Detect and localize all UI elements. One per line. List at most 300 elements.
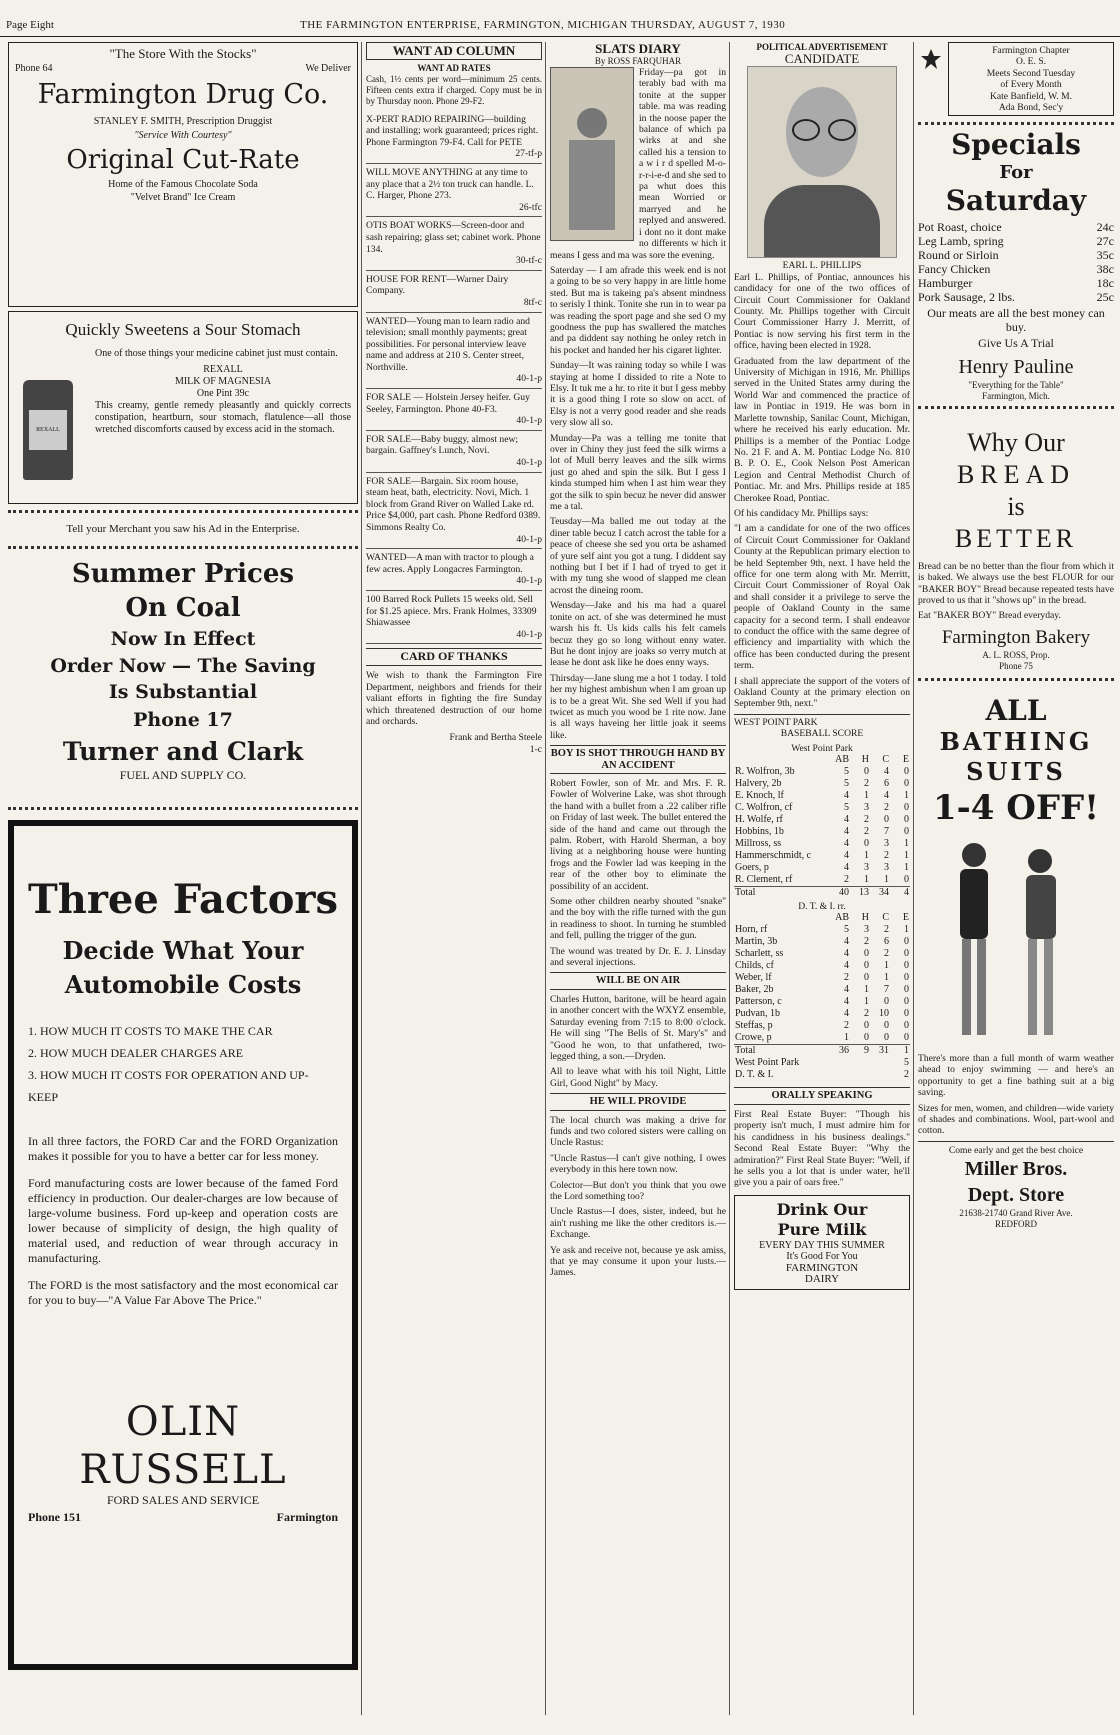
want-ad-item bbox=[366, 591, 542, 644]
player-stat: 0 bbox=[904, 874, 909, 886]
dairy-l3: EVERY DAY THIS SUMMER bbox=[759, 1239, 885, 1251]
want-ad-tag: 40-1-p bbox=[516, 457, 542, 469]
score-col-header: H bbox=[861, 912, 869, 924]
coal-l4: Order Now — The Saving bbox=[50, 655, 316, 678]
player-stat: 0 bbox=[904, 984, 909, 996]
player-stat: 0 bbox=[904, 1008, 909, 1020]
player-stat: 4 bbox=[844, 960, 849, 972]
suits-h1: ALL bbox=[985, 693, 1047, 727]
slats-byline: By ROSS FARQUHAR bbox=[594, 56, 682, 66]
score-row bbox=[734, 996, 910, 1008]
player-stat: 4 bbox=[844, 936, 849, 948]
slats-p5: Teusday—Ma balled me out today at the diner table becuz I catch acrost the table for a peace of cheese she sed you orta be ashamed of yure self aint you got a tung. I diddent say nothing but I bet if I had of tryed to get it with my tung she wood of slapped me clean acrost the dineing room. bbox=[550, 516, 726, 596]
column-rule bbox=[361, 42, 362, 1715]
player-stat: 7 bbox=[884, 984, 889, 996]
tell-merchant: Tell your Merchant you saw his Ad in the Enterprise. bbox=[8, 510, 358, 549]
player-stat: 1 bbox=[884, 874, 889, 886]
specials-ad bbox=[918, 122, 1114, 408]
slats-p2: Saterday — I am afrade this week end is not a going to be so very happy in are little home sted. But ma is takeing pa's absent mindness to serisly I think. Tonite she run in to wear pa was reading the sport page and she sed O my goodness the pup has swallered the matches and pa diddent say nothing he onley retch in his pocket and handed her his cigaret lighter. bbox=[550, 264, 726, 356]
drug-motto: "Service With Courtesy" bbox=[134, 129, 232, 141]
coal-l7: Turner and Clark bbox=[62, 737, 304, 767]
player-stat: 4 bbox=[844, 1008, 849, 1020]
bread-ad bbox=[918, 409, 1114, 681]
candidate-head: CANDIDATE bbox=[784, 51, 860, 66]
score-col-header: E bbox=[902, 754, 909, 766]
score-final-row bbox=[734, 1057, 910, 1069]
provide-text-2: "Uncle Rastus—I can't give nothing, I owes everybody in this here town now. bbox=[550, 1152, 726, 1176]
player-stat: 0 bbox=[884, 996, 889, 1008]
ford-town: Farmington bbox=[276, 1510, 338, 1525]
want-ad-tag: 40-1-p bbox=[516, 415, 542, 427]
want-ad-item bbox=[366, 271, 542, 313]
player-stat: 4 bbox=[844, 984, 849, 996]
baseball-h2: BASEBALL SCORE bbox=[780, 728, 864, 740]
score-total: 36 bbox=[830, 1045, 850, 1058]
player-stat: 0 bbox=[884, 814, 889, 826]
bread-h2: BREAD bbox=[956, 459, 1076, 489]
want-ad-tag: 40-1-p bbox=[516, 628, 542, 640]
player-stat: 0 bbox=[904, 1032, 909, 1044]
price-item: Pot Roast, choice bbox=[918, 220, 1002, 235]
drug-home: Home of the Famous Chocolate Soda bbox=[108, 178, 258, 190]
oes-l6: Ada Bond, Sec'y bbox=[998, 102, 1064, 114]
ford-phone: Phone 151 bbox=[28, 1510, 82, 1525]
baseball-score bbox=[734, 714, 910, 1082]
suits-p3: Come early and get the best choice bbox=[918, 1141, 1114, 1156]
magnesia-size: One Pint 39c bbox=[196, 388, 250, 399]
coal-ad bbox=[8, 557, 358, 810]
baseball-h1: WEST POINT PARK bbox=[734, 716, 818, 728]
slats-column bbox=[550, 42, 726, 1732]
masthead-title: THE FARMINGTON ENTERPRISE, FARMINGTON, MICHIGAN THURSDAY, AUGUST 7, 1930 bbox=[300, 19, 786, 31]
want-ad-item bbox=[366, 217, 542, 270]
slats-p1: Friday—pa got in terably bad with ma tonite at the supper table. ma was reading in the noose paper the balance of which pa wirks at and she called his a tension to a w i r d spelled M-o-r-r-i-e-d and she sed to pa whut does this mean Worried or marryed and he replyed and answered. i dont no it dont make no differents w hich it means I gess and ma was sore the evening. bbox=[550, 67, 726, 261]
want-ad-text: FOR SALE — Holstein Jersey heifer. Guy Seeley, Farmington. Phone 40-F3. bbox=[366, 392, 530, 415]
dairy-l1: Drink Our bbox=[776, 1199, 868, 1219]
want-ad-text: WILL MOVE ANYTHING at any time to any place that a 2½ ton truck can handle. L. C. Harger, Phone 273. bbox=[366, 166, 534, 202]
score-row bbox=[734, 838, 910, 850]
bread-h4: BETTER bbox=[954, 523, 1078, 553]
want-ads-list bbox=[366, 111, 542, 645]
player-stat: 2 bbox=[864, 1008, 869, 1020]
coal-l8: FUEL AND SUPPLY CO. bbox=[119, 768, 247, 783]
want-ad-text: OTIS BOAT WORKS—Screen-door and sash repairing; glass set; cabinet work. Phone 134. bbox=[366, 220, 541, 255]
price-list bbox=[918, 220, 1114, 304]
want-ad-column bbox=[366, 42, 542, 1732]
price-row bbox=[918, 234, 1114, 248]
price-row bbox=[918, 220, 1114, 234]
score-row bbox=[734, 814, 910, 826]
coal-l3: Now In Effect bbox=[110, 628, 256, 651]
provide-text-3: Colector—But don't you think that you owe the Lord something too? bbox=[550, 1179, 726, 1202]
score-total-row bbox=[734, 887, 910, 900]
score-row bbox=[734, 802, 910, 814]
player-stat: 2 bbox=[884, 948, 889, 960]
player-stat: 2 bbox=[884, 924, 889, 936]
phillips-p1: Earl L. Phillips, of Pontiac, announces his candidacy for one of the two offices of Circuit Court Commissioner for Oakland County. Mr. Phillips together with Circuit Court Commissioner Harry J. Merritt, of Pontiac is now serving his first term in the office, having been elected in 1928. bbox=[734, 271, 910, 352]
player-stat: 2 bbox=[864, 826, 869, 838]
score-table-1 bbox=[734, 754, 910, 899]
player-stat: 0 bbox=[904, 802, 909, 814]
provide-text: The local church was making a drive for funds and two colored sisters were calling on Uncle Rastus: bbox=[550, 1114, 726, 1149]
drug-store-ad bbox=[8, 42, 358, 307]
score-row bbox=[734, 874, 910, 887]
bread-p1: Bread can be no better than the flour from which it is baked. We always use the best FLOUR for our "BAKER BOY" Bread because repeated tests have proved to us that it "shows up" in the bread. bbox=[918, 560, 1114, 607]
player-stat: 0 bbox=[904, 936, 909, 948]
price-value: 18c bbox=[1096, 276, 1114, 291]
air-text: Charles Hutton, baritone, will be heard again in another concert with the WXYZ ensemble, Saturday evening from 7:15 to 8:00 o'clock. He will sing "The Bells of St. Mary's" and "Good he won, to that unfathered, two-legged thing, a son.—Dryden. bbox=[550, 993, 726, 1062]
star-emblem-icon bbox=[920, 48, 942, 70]
player-name: Patterson, c bbox=[735, 996, 782, 1008]
player-stat: 4 bbox=[844, 838, 849, 850]
specials-motto: "Everything for the Table" bbox=[968, 379, 1064, 390]
player-stat: 0 bbox=[904, 948, 909, 960]
oral-text: First Real Estate Buyer: "Though his property isn't much, I must admire him for his candidness in his business dealings." Second Real Estate Buyer: "Why the admiration?" First Real State Buyer: "Well, if he sells you a lot that is under water, he'll give you a pair of oars free." bbox=[734, 1108, 910, 1189]
provide-head: HE WILL PROVIDE bbox=[550, 1093, 726, 1110]
specials-trial: Give Us A Trial bbox=[978, 336, 1054, 351]
phillips-p4: "I am a candidate for one of the two offices of Circuit Court Commissioner for Oakland County at the Republican primary election to be held September 9th, next. I have held the office for one term along with Mr. Merritt, Circuit Court Commissioner of Royal Oak and shall consider it a privilege to serve the people of Oakland County in the same capacity for a second term. I shall endeavor to conduct the office with the same degree of efficiency and impartiality with which the office has been conducted during the present term. bbox=[734, 523, 910, 672]
page-number: Page Eight bbox=[6, 19, 54, 31]
player-stat: 2 bbox=[864, 936, 869, 948]
column-rule bbox=[545, 42, 546, 1715]
player-stat: 0 bbox=[864, 766, 869, 778]
player-stat: 7 bbox=[884, 826, 889, 838]
player-name: Horn, rf bbox=[735, 924, 768, 936]
player-stat: 2 bbox=[844, 874, 849, 886]
political-adv: POLITICAL ADVERTISEMENT bbox=[756, 42, 888, 52]
want-ad-tag: 40-1-p bbox=[516, 575, 542, 587]
score-row bbox=[734, 972, 910, 984]
phillips-p5: I shall appreciate the support of the voters of Oakland County at the primary election on September 9th, next." bbox=[734, 675, 910, 710]
ford-h3: Automobile Costs bbox=[64, 970, 302, 1000]
price-row bbox=[918, 290, 1114, 304]
player-stat: 0 bbox=[864, 948, 869, 960]
provide-text-4: Uncle Rastus—I does, sister, indeed, but he ain't rushing me like the other creditors is.—Exchange. bbox=[550, 1206, 726, 1241]
player-stat: 2 bbox=[884, 802, 889, 814]
player-name: E. Knoch, lf bbox=[735, 790, 784, 802]
drug-phone: Phone 64 bbox=[15, 63, 53, 75]
player-name: Pudvan, 1b bbox=[735, 1008, 780, 1020]
bread-name: Farmington Bakery bbox=[941, 626, 1091, 648]
player-name: Halvery, 2b bbox=[735, 778, 782, 790]
player-name: Millross, ss bbox=[735, 838, 782, 850]
masthead bbox=[0, 16, 1120, 37]
score-final bbox=[734, 1057, 910, 1081]
player-stat: 4 bbox=[844, 814, 849, 826]
column-rule bbox=[729, 42, 730, 1715]
player-name: Goers, p bbox=[735, 862, 769, 874]
player-stat: 1 bbox=[904, 838, 909, 850]
coal-l5: Is Substantial bbox=[108, 681, 258, 704]
player-stat: 2 bbox=[864, 814, 869, 826]
slats-p6: Wensday—Jake and his ma had a quarel tonite on act. of she was determined he must warsh his ft. Us kids calls his felt camels becuz they go so long without enny water. But he dont injoy are joaks so verry mutch at lease he dont ask like he does enny ways. bbox=[550, 600, 726, 669]
player-stat: 6 bbox=[884, 936, 889, 948]
score-row bbox=[734, 1032, 910, 1045]
air-text-2: All to leave what with his toil Night, Little Girl, Good Night" by Macy. bbox=[550, 1066, 726, 1089]
oes-l4: of Every Month bbox=[1000, 79, 1062, 91]
player-stat: 2 bbox=[844, 1020, 849, 1032]
want-ad-item bbox=[366, 164, 542, 217]
final-score: 2 bbox=[904, 1069, 909, 1081]
score-row bbox=[734, 1020, 910, 1032]
score-col-header: AB bbox=[835, 754, 849, 766]
suits-store-2: Dept. Store bbox=[967, 1184, 1065, 1207]
player-stat: 0 bbox=[864, 838, 869, 850]
suits-p1: There's more than a full month of warm weather ahead to enjoy swimming — and here's an opportunity to get a fine bathing suit at a big saving. bbox=[918, 1052, 1114, 1099]
player-stat: 1 bbox=[864, 984, 869, 996]
player-name: Weber, lf bbox=[735, 972, 772, 984]
suits-addr: 21638-21740 Grand River Ave. bbox=[959, 1208, 1073, 1219]
price-row bbox=[918, 262, 1114, 276]
score-total: Total bbox=[734, 887, 830, 900]
score-row bbox=[734, 862, 910, 874]
player-stat: 6 bbox=[884, 778, 889, 790]
slats-p3: Sunday—It was raining today so while I was staying at home I dissided to rite a Note to Elsy. It tuk me a hr. to rite it but I gess mebby it is a good thing I rote so slow on acct. of Elsy is not a verry good reader and she reads very slow all so. bbox=[550, 360, 726, 429]
player-stat: 0 bbox=[904, 996, 909, 1008]
player-stat: 4 bbox=[844, 826, 849, 838]
baseball-team2: D. T. & I. rr. bbox=[798, 901, 846, 913]
milk-magnesia-ad bbox=[8, 311, 358, 504]
slats-title: SLATS DIARY bbox=[595, 42, 681, 56]
player-name: Martin, 3b bbox=[735, 936, 778, 948]
right-column bbox=[918, 42, 1114, 1732]
boy-text-2: Some other children nearby shouted "snake" and the boy with the rifle turned with the gun in readiness to shoot. In turning he stumbled and fell, pulling the trigger of the gun. bbox=[550, 896, 726, 942]
drug-slogan: "The Store With the Stocks" bbox=[109, 46, 257, 61]
ford-dealer: OLIN RUSSELL bbox=[79, 1399, 287, 1494]
score-total: 40 bbox=[830, 887, 850, 900]
player-stat: 0 bbox=[904, 814, 909, 826]
final-score: 5 bbox=[904, 1057, 909, 1069]
phillips-p2: Graduated from the law department of the University of Michigan in 1916, Mr. Phillips served in the United States army during the World War and commenced the practice of law in Pontiac in 1919. He was born in Marlette township, Sanilac Count, Michigan, where he received his early education. Mr. Phillips is a member of the Pontiac Lodge No. 21 F. and A. M. Pontiac Lodge No. 810 B. P. O. E., Cook Nelson Post American Legion and Central Methodist Church of Pontiac. Mr. and Mrs. Phillips reside at 185 Cherokee Road, Pontiac. bbox=[734, 355, 910, 504]
bathers-illustration bbox=[918, 833, 1114, 1049]
want-ad-item bbox=[366, 389, 542, 431]
score-row bbox=[734, 826, 910, 838]
score-total: 1 bbox=[890, 1045, 910, 1058]
suits-h2: BATHING bbox=[939, 726, 1093, 756]
price-row bbox=[918, 276, 1114, 290]
player-stat: 1 bbox=[904, 924, 909, 936]
bottle-label: REXALL bbox=[29, 410, 67, 450]
player-name: C. Wolfron, cf bbox=[735, 802, 793, 814]
ford-item-1: 1. HOW MUCH IT COSTS TO MAKE THE CAR bbox=[28, 1024, 273, 1039]
bread-owner: A. L. ROSS, Prop. bbox=[982, 649, 1050, 660]
suits-p2: Sizes for men, women, and children—wide variety of shades and combinations. Wool, part-wool and cotton. bbox=[918, 1102, 1114, 1137]
ford-p1: In all three factors, the FORD Car and the FORD Organization makes it possible for you to have a better car for less money. bbox=[28, 1134, 338, 1164]
player-name: Scharlett, ss bbox=[735, 948, 784, 960]
score-row bbox=[734, 936, 910, 948]
player-stat: 1 bbox=[884, 960, 889, 972]
player-stat: 1 bbox=[864, 850, 869, 862]
score-row bbox=[734, 924, 910, 936]
player-stat: 1 bbox=[904, 790, 909, 802]
score-row bbox=[734, 790, 910, 802]
candidate-portrait bbox=[747, 66, 897, 258]
ford-p2: Ford manufacturing costs are lower because of the famed Ford efficiency in production. Our dealer-charges are low because of large-volume business. Ford up-keep and operation costs are lower because of simplicity of design, the high quality of material used, and reduction of wear through accuracy in manufacturing. bbox=[28, 1176, 338, 1266]
player-stat: 1 bbox=[904, 862, 909, 874]
score-table-2 bbox=[734, 912, 910, 1057]
price-item: Pork Sausage, 2 lbs. bbox=[918, 290, 1015, 305]
want-ad-item bbox=[366, 313, 542, 390]
want-ad-text: FOR SALE—Baby buggy, almost new; bargain. Gaffney's Lunch, Novi. bbox=[366, 433, 519, 457]
drug-name: Farmington Drug Co. bbox=[37, 79, 329, 111]
oes-l2: O. E. S. bbox=[1015, 56, 1047, 68]
player-stat: 5 bbox=[844, 924, 849, 936]
want-ad-text: WANTED—Young man to learn radio and television; small monthly payments; great possibilities. For personal interview leave name and address at 210 S. Center street, Northville. bbox=[366, 315, 530, 373]
price-item: Fancy Chicken bbox=[918, 262, 991, 277]
specials-note: Our meats are all the best money can buy. bbox=[927, 306, 1105, 335]
price-value: 35c bbox=[1096, 248, 1114, 263]
bread-h3: is bbox=[1007, 491, 1025, 521]
player-stat: 0 bbox=[904, 766, 909, 778]
player-stat: 4 bbox=[844, 948, 849, 960]
player-stat: 0 bbox=[884, 1032, 889, 1044]
player-name: R. Wolfron, 3b bbox=[735, 766, 795, 778]
player-name: Hammerschmidt, c bbox=[735, 850, 812, 862]
player-stat: 2 bbox=[864, 778, 869, 790]
bottle-icon bbox=[23, 380, 73, 480]
oes-l3: Meets Second Tuesday bbox=[986, 67, 1076, 79]
price-value: 24c bbox=[1096, 220, 1114, 235]
slats-p7: Thirsday—Jane slung me a hot 1 today. I told her my highest ambishun when I am groan up is to be a great Wit. She sed Well if you had twicet as much you wood be 1 rite now. Jane is all ways haveing her little joak it seems like. bbox=[550, 672, 726, 741]
want-ad-text: X-PERT RADIO REPAIRING—building and installing; work guaranteed; prices right. Phone Farmington 79-F4. Call for PETE bbox=[366, 113, 539, 148]
candidate-caption: EARL L. PHILLIPS bbox=[782, 260, 862, 272]
suits-store: Miller Bros. bbox=[964, 1158, 1068, 1181]
player-name: R. Clement, rf bbox=[735, 874, 793, 886]
price-item: Hamburger bbox=[918, 276, 973, 291]
want-ad-item bbox=[366, 431, 542, 473]
ford-p3: The FORD is the most satisfactory and the most economical car for you to buy—"A Value Far Above The Price." bbox=[28, 1278, 338, 1308]
want-rates: Cash, 1½ cents per word—minimum 25 cents. Fifteen cents extra if charged. Copy must be in by Thursday noon. Phone 29-F2. bbox=[366, 73, 542, 106]
bread-h1: Why Our bbox=[967, 427, 1065, 457]
want-title: WANT AD COLUMN bbox=[366, 42, 542, 60]
player-stat: 4 bbox=[844, 996, 849, 1008]
player-stat: 2 bbox=[884, 850, 889, 862]
price-value: 27c bbox=[1096, 234, 1114, 249]
phillips-column bbox=[734, 42, 910, 1732]
player-stat: 5 bbox=[844, 778, 849, 790]
coal-l2: On Coal bbox=[125, 593, 241, 624]
player-name: H. Wolfe, rf bbox=[735, 814, 783, 826]
magnesia-text: This creamy, gentle remedy pleasantly and quickly corrects constipation, heartburn, sour stomach, flatulence—all those wretched discomforts caused by excess acid in the stomach. bbox=[95, 400, 351, 435]
bread-p2: Eat "BAKER BOY" Bread everyday. bbox=[918, 610, 1061, 622]
player-stat: 0 bbox=[864, 960, 869, 972]
player-stat: 3 bbox=[884, 862, 889, 874]
score-total: 31 bbox=[870, 1045, 890, 1058]
final-score: D. T. & I. bbox=[735, 1069, 774, 1081]
ford-dealer-sub: FORD SALES AND SERVICE bbox=[106, 1493, 260, 1508]
want-ad-text: WANTED—A man with tractor to plough a few acres. Apply Longacres Farmington. bbox=[366, 552, 534, 575]
player-stat: 1 bbox=[864, 790, 869, 802]
player-stat: 3 bbox=[864, 862, 869, 874]
score-row bbox=[734, 960, 910, 972]
price-item: Leg Lamb, spring bbox=[918, 234, 1004, 249]
price-value: 25c bbox=[1096, 290, 1114, 305]
specials-h1: Specials bbox=[951, 128, 1081, 162]
suits-town: REDFORD bbox=[994, 1219, 1037, 1230]
score-row bbox=[734, 984, 910, 996]
magnesia-headline: Quickly Sweetens a Sour Stomach bbox=[65, 320, 301, 339]
score-row bbox=[734, 1008, 910, 1020]
magnesia-product: MILK OF MAGNESIA bbox=[174, 376, 272, 387]
drug-velvet: "Velvet Brand" Ice Cream bbox=[130, 192, 236, 204]
price-value: 38c bbox=[1096, 262, 1114, 277]
player-stat: 1 bbox=[844, 1032, 849, 1044]
score-total: Total bbox=[734, 1045, 830, 1058]
player-name: Steffas, p bbox=[735, 1020, 773, 1032]
oes-l1: Farmington Chapter bbox=[992, 45, 1070, 56]
ford-ad bbox=[8, 820, 358, 1670]
specials-h2: For bbox=[999, 162, 1033, 184]
coal-l6: Phone 17 bbox=[133, 709, 233, 732]
column-rule bbox=[913, 42, 914, 1715]
want-ad-tag: 30-tf-c bbox=[515, 255, 542, 267]
oes-l5: Kate Banfield, W. M. bbox=[989, 90, 1073, 102]
drug-deliver: We Deliver bbox=[305, 63, 351, 75]
thanks-head: CARD OF THANKS bbox=[366, 648, 542, 666]
boy-text-3: The wound was treated by Dr. E. J. Linsday and several injections. bbox=[550, 945, 726, 969]
ford-item-3: 3. HOW MUCH IT COSTS FOR OPERATION AND UP-KEEP bbox=[28, 1068, 309, 1105]
want-ad-tag: 8tf-c bbox=[523, 296, 542, 308]
specials-store: Henry Pauline bbox=[958, 355, 1074, 378]
score-col-header: H bbox=[861, 754, 869, 766]
score-total: 13 bbox=[850, 887, 870, 900]
player-stat: 1 bbox=[864, 874, 869, 886]
want-ad-item bbox=[366, 111, 542, 164]
player-stat: 10 bbox=[879, 1008, 889, 1020]
score-total-row bbox=[734, 1045, 910, 1058]
want-ad-tag: 26-tfc bbox=[519, 201, 542, 213]
price-item: Round or Sirloin bbox=[918, 248, 999, 263]
ford-h2: Decide What Your bbox=[62, 936, 304, 966]
slats-photo bbox=[550, 67, 634, 241]
score-total: 4 bbox=[890, 887, 910, 900]
want-ad-item bbox=[366, 473, 542, 550]
want-ad-tag: 27-tf-p bbox=[515, 148, 542, 160]
score-total: 9 bbox=[850, 1045, 870, 1058]
want-ad-text: 100 Barred Rock Pullets 15 weeks old. Sell for $1.25 apiece. Mrs. Frank Holmes, 33309 Shiawassee bbox=[366, 593, 537, 629]
baseball-team1: West Point Park bbox=[791, 742, 853, 754]
slats-p4: Munday—Pa was a telling me tonite that over in Chiny they just feed the silk wirms a lot of Mull berry leaves and the silk wirms just go ahed and spin the silk. But I gess I kinda stumped him when I ast him wear they got the silk to spin becuz he never did answer me a tal. bbox=[550, 432, 726, 513]
ford-h1: Three Factors bbox=[28, 876, 338, 924]
want-ad-tag: 40-1-p bbox=[516, 373, 542, 385]
player-stat: 5 bbox=[844, 802, 849, 814]
thanks-text: We wish to thank the Farmington Fire Department, neighbors and friends for their valiant efforts in fighting the fire Sunday which threatened destruction of our home and orchards. bbox=[366, 669, 542, 728]
player-stat: 0 bbox=[904, 960, 909, 972]
air-head: WILL BE ON AIR bbox=[550, 972, 726, 989]
player-name: Childs, cf bbox=[735, 960, 774, 972]
dairy-l2: Pure Milk bbox=[777, 1219, 867, 1239]
score-row bbox=[734, 850, 910, 862]
suits-h4: 1-4 OFF! bbox=[932, 787, 1100, 828]
oral-head: ORALLY SPEAKING bbox=[734, 1087, 910, 1104]
price-row bbox=[918, 248, 1114, 262]
player-stat: 3 bbox=[864, 924, 869, 936]
want-ad-text: HOUSE FOR RENT—Warner Dairy Company. bbox=[366, 273, 509, 297]
drug-owner: STANLEY F. SMITH, Prescription Druggist bbox=[93, 116, 273, 128]
player-stat: 0 bbox=[904, 826, 909, 838]
drug-rate: Original Cut-Rate bbox=[66, 144, 300, 175]
player-stat: 0 bbox=[884, 1020, 889, 1032]
boy-head: BOY IS SHOT THROUGH HAND BY AN ACCIDENT bbox=[550, 745, 726, 774]
score-row bbox=[734, 778, 910, 790]
player-stat: 0 bbox=[864, 1032, 869, 1044]
score-col-header: C bbox=[882, 754, 889, 766]
bathing-suit-ad bbox=[918, 681, 1114, 1230]
player-name: Crowe, p bbox=[735, 1032, 772, 1044]
player-stat: 0 bbox=[864, 1020, 869, 1032]
provide-text-5: Ye ask and receive not, because ye ask amiss, that ye may consume it upon your lusts.—James. bbox=[550, 1244, 726, 1279]
suits-h3: SUITS bbox=[966, 756, 1066, 786]
